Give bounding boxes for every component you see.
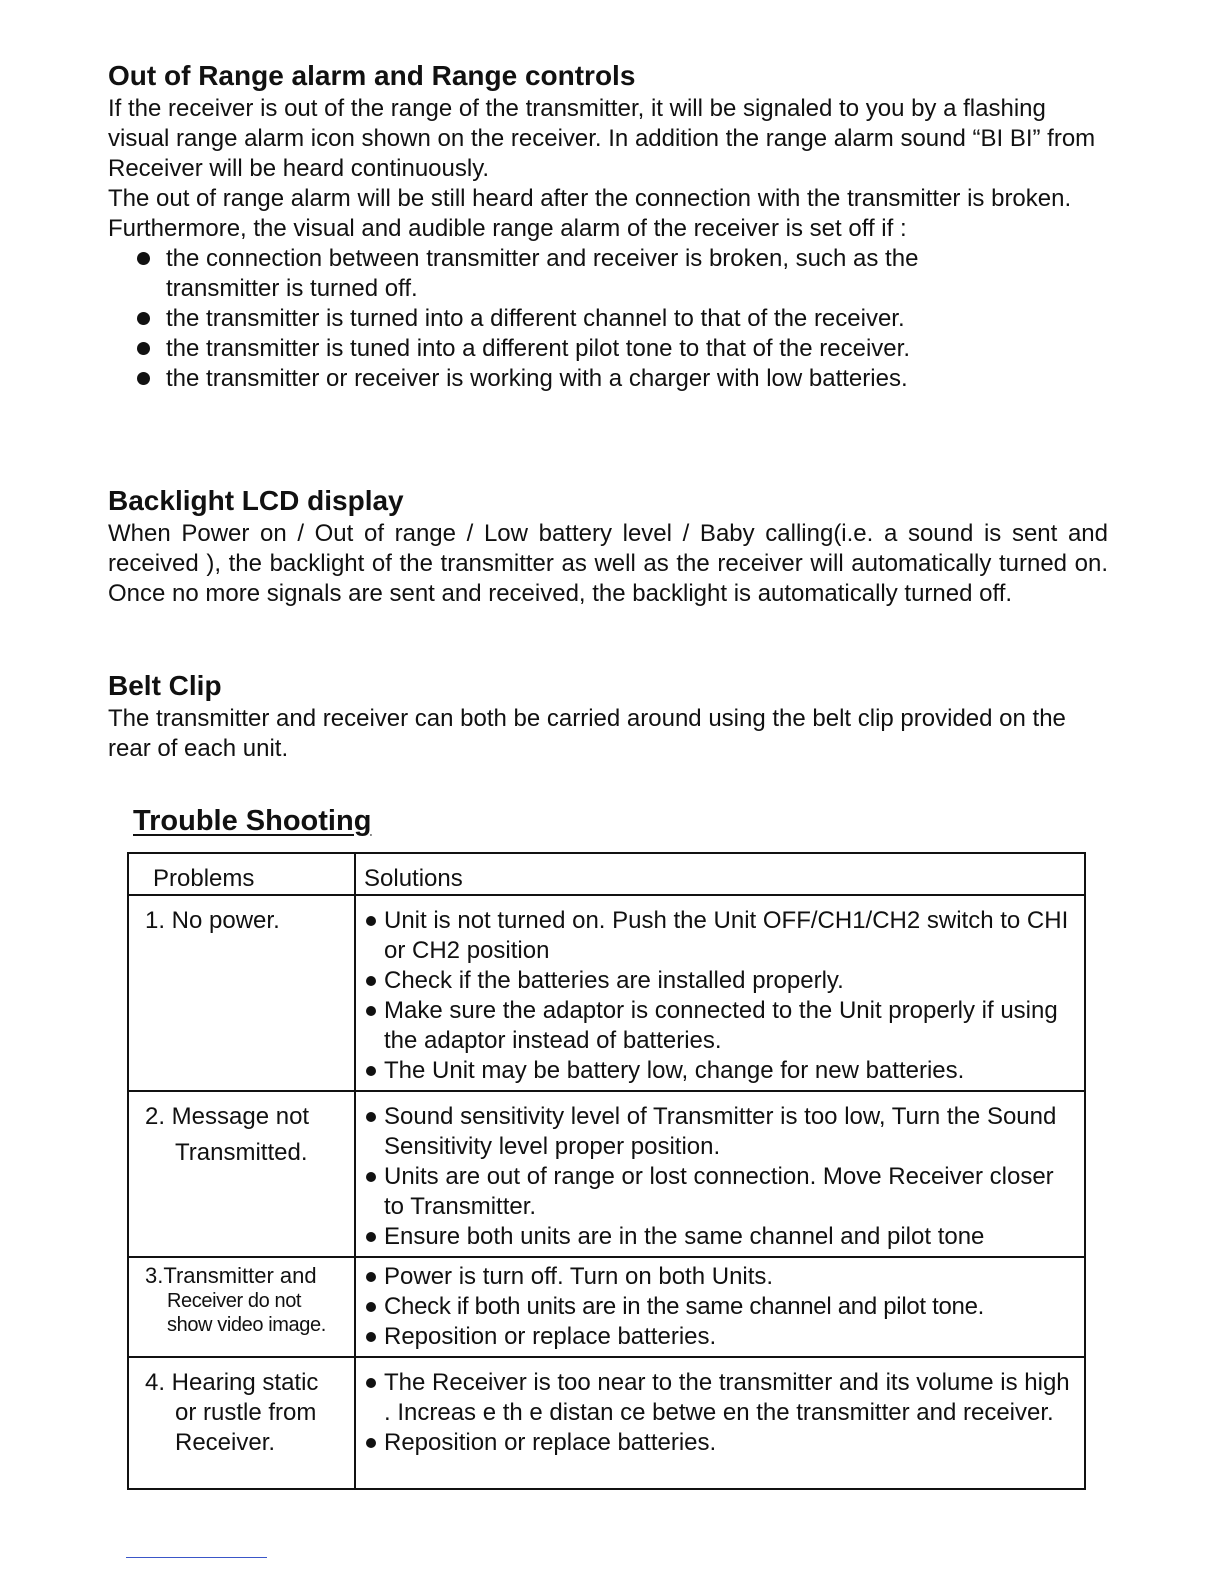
solution-item: Power is turn off. Turn on both Units. — [364, 1262, 1080, 1292]
problem-text-line2: Receiver do not — [167, 1290, 302, 1312]
solution-item: Reposition or replace batteries. — [364, 1322, 1080, 1352]
solution-cell — [355, 1091, 1085, 1257]
problem-text-line1: 4. Hearing static — [145, 1369, 319, 1396]
bullet-dot-icon — [366, 1006, 376, 1016]
table-row — [128, 1257, 1085, 1357]
range-paragraph-2: The out of range alarm will be still heard after the connection with the transmitter is broken. — [108, 185, 1072, 212]
range-bullet-item: the connection between transmitter and receiver is broken, such as the transmitter is turned off. — [108, 244, 1108, 304]
problem-text-line1: 3.Transmitter and — [145, 1263, 317, 1288]
beltclip-section — [108, 670, 1108, 764]
solution-cell — [355, 1357, 1085, 1489]
problem-cell — [128, 1357, 355, 1489]
problem-text-line3: Receiver. — [175, 1429, 276, 1456]
range-section — [108, 60, 1108, 394]
range-paragraph-1: If the receiver is out of the range of the transmitter, it will be signaled to you by a flashing visual range alarm icon shown on the receiver. In addition the range alarm sound “BI BI” from Receiver will be heard continuously. — [108, 95, 1096, 182]
bullet-dot-icon — [366, 976, 376, 986]
problem-cell — [128, 1091, 355, 1257]
range-heading: Out of Range alarm and Range controls — [108, 60, 636, 91]
bullet-dot-icon — [137, 312, 150, 325]
solution-list — [364, 1368, 1080, 1458]
solution-item: The Receiver is too near to the transmitter and its volume is high . Increas e th e distan ce betwe en the transmitter and receiver. — [364, 1368, 1080, 1428]
footer-rule — [126, 1557, 267, 1558]
backlight-section — [108, 485, 1108, 609]
beltclip-text: The transmitter and receiver can both be carried around using the belt clip provided on the rear of each unit. — [108, 705, 1066, 762]
solution-cell — [355, 895, 1085, 1091]
problem-text-line1: 2. Message not — [145, 1103, 310, 1130]
bullet-dot-icon — [366, 1302, 376, 1312]
table-row — [128, 895, 1085, 1091]
bullet-dot-icon — [366, 1066, 376, 1076]
table-header-row — [128, 853, 1085, 895]
range-paragraph-3: Furthermore, the visual and audible range alarm of the receiver is set off if : — [108, 215, 907, 242]
troubleshooting-table — [127, 852, 1086, 1490]
problem-text-line2: Transmitted. — [175, 1139, 308, 1166]
table-row — [128, 1091, 1085, 1257]
bullet-dot-icon — [366, 1438, 376, 1448]
bullet-dot-icon — [366, 1112, 376, 1122]
problems-header: Problems — [128, 853, 355, 895]
solution-list — [364, 1102, 1080, 1252]
solution-item: Check if the batteries are installed properly. — [364, 966, 1080, 996]
solution-cell — [355, 1257, 1085, 1357]
solution-item: Ensure both units are in the same channel and pilot tone — [364, 1222, 1080, 1252]
problem-text-line3: show video image. — [167, 1314, 326, 1336]
bullet-dot-icon — [366, 1172, 376, 1182]
solution-item: Units are out of range or lost connection. Move Receiver closer to Transmitter. — [364, 1162, 1080, 1222]
solution-item: Check if both units are in the same channel and pilot tone. — [364, 1292, 1080, 1322]
solution-list — [364, 1262, 1080, 1352]
troubleshooting-title: Trouble Shooting — [133, 805, 372, 837]
backlight-text: When Power on / Out of range / Low battery level / Baby calling(i.e. a sound is sent and received ), the backlight of the transmitter as well as the receiver will automatically turned on. Once no more signals are sent and received, the backlight is automatically turned off. — [108, 520, 1108, 607]
range-bullet-item: the transmitter is turned into a different channel to that of the receiver. — [108, 304, 1108, 334]
bullet-dot-icon — [366, 1378, 376, 1388]
bullet-dot-icon — [137, 342, 150, 355]
solution-item: Make sure the adaptor is connected to the Unit properly if using the adaptor instead of batteries. — [364, 996, 1080, 1056]
solution-item: Reposition or replace batteries. — [364, 1428, 1080, 1458]
range-bullet-list — [108, 244, 1108, 394]
bullet-dot-icon — [366, 1332, 376, 1342]
range-bullet-item: the transmitter or receiver is working with a charger with low batteries. — [108, 364, 1108, 394]
beltclip-heading: Belt Clip — [108, 670, 222, 701]
problem-cell — [128, 895, 355, 1091]
problem-text-line2: or rustle from — [175, 1399, 317, 1426]
table-row — [128, 1357, 1085, 1489]
solution-list — [364, 906, 1080, 1086]
solutions-header: Solutions — [355, 853, 1085, 895]
backlight-heading: Backlight LCD display — [108, 485, 404, 516]
bullet-dot-icon — [366, 1232, 376, 1242]
range-bullet-item: the transmitter is tuned into a different pilot tone to that of the receiver. — [108, 334, 1108, 364]
solution-item: The Unit may be battery low, change for new batteries. — [364, 1056, 1080, 1086]
bullet-dot-icon — [137, 252, 150, 265]
bullet-dot-icon — [366, 916, 376, 926]
bullet-dot-icon — [366, 1272, 376, 1282]
bullet-dot-icon — [137, 372, 150, 385]
problem-cell — [128, 1257, 355, 1357]
solution-item: Sound sensitivity level of Transmitter is too low, Turn the Sound Sensitivity level proper position. — [364, 1102, 1080, 1162]
problem-text: 1. No power. — [145, 907, 280, 934]
solution-item: Unit is not turned on. Push the Unit OFF/CH1/CH2 switch to CHI or CH2 position — [364, 906, 1080, 966]
